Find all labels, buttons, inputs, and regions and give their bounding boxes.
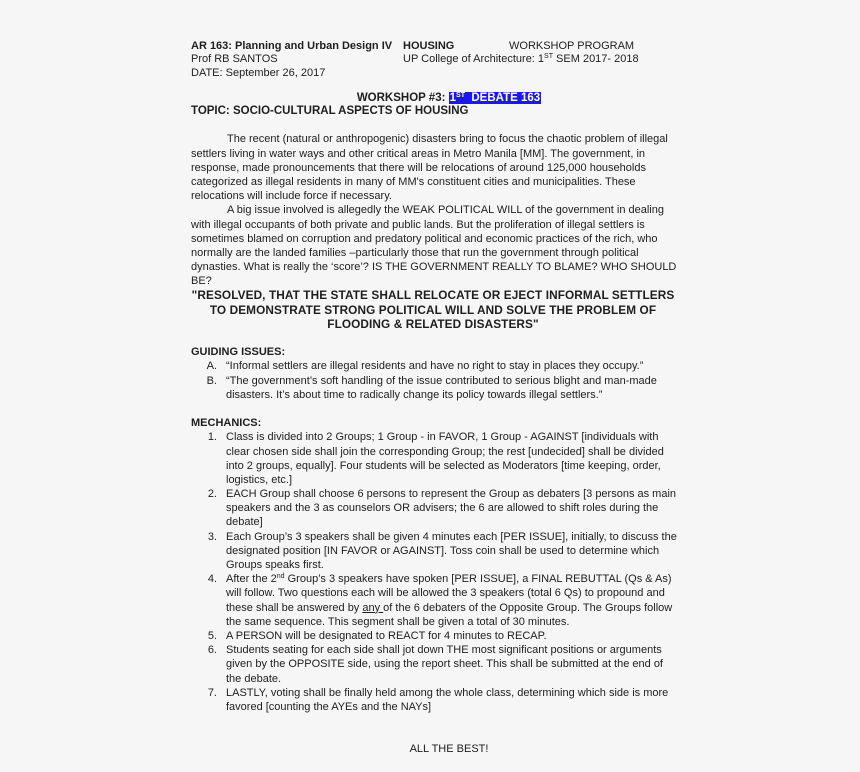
text: After the 2 — [226, 573, 277, 586]
paragraph-line: categorized as illegal residents in many of MM's constituent cities and municipalities. These — [191, 175, 636, 188]
item-line — [226, 601, 691, 615]
item-line: Each Group’s 3 speakers shall be given 4 minutes each [PER ISSUE], initially, to discuss the — [226, 530, 677, 543]
resolution — [191, 288, 675, 331]
mechanics-item-1 — [191, 430, 691, 487]
paragraph-line: sometimes blamed on corruption and predatory political and economic practices of the rich, who — [191, 232, 658, 245]
item-line: LASTLY, voting shall be finally held among the whole class, determining which side is more — [226, 686, 669, 699]
item-line: speakers and the 3 as counselors OR advisers; the 6 are allowed to shift roles during the — [226, 502, 659, 515]
mechanics-item-6 — [191, 643, 691, 686]
mechanics-item-3 — [191, 530, 691, 573]
paragraph-line: response, made pronouncements that there will be relocations of around 125,000 households — [191, 161, 646, 174]
item-label: 1. — [207, 431, 217, 444]
guiding-issues-heading: GUIDING ISSUES: — [191, 346, 286, 359]
title-prefix: WORKSHOP #3: — [356, 92, 449, 104]
title-num: 1 — [449, 92, 457, 104]
item-label: 3. — [207, 530, 217, 543]
item-label: 4. — [207, 573, 217, 586]
item-line: favored [counting the AYEs and the NAYs] — [226, 700, 432, 713]
topic: TOPIC: SOCIO-CULTURAL ASPECTS OF HOUSING — [191, 105, 469, 117]
item-label: B. — [206, 374, 217, 387]
closing: ALL THE BEST! — [409, 743, 489, 756]
item-line: Class is divided into 2 Groups; 1 Group - in FAVOR, 1 Group - AGAINST [individuals with — [226, 431, 659, 444]
item-line: clear chosen side shall join the corresponding Group; the rest [undecided] shall be divided — [226, 445, 664, 458]
text: of the 6 debaters of the Opposite Group. The Groups follow — [383, 601, 673, 614]
item-line: the debate. — [226, 672, 282, 685]
item-line: “Informal settlers are illegal residents and have no right to stay in places they occupy.” — [226, 360, 644, 373]
mechanics-item-2 — [191, 487, 691, 530]
item-label: 2. — [207, 488, 217, 501]
item-line: will follow. Two questions each will be allowed the 3 speakers (total 6 Qs) to propound and — [226, 587, 665, 600]
guiding-item-a — [191, 359, 691, 373]
item-line: into 2 groups, equally]. Four students will be selected as Moderators [time keeping, order, — [226, 459, 661, 472]
workshop-title — [191, 91, 707, 105]
underlined-text: any — [362, 601, 384, 614]
text: these shall be answered by — [226, 601, 363, 614]
date: DATE: September 26, 2017 — [191, 66, 326, 79]
paragraph-line: BE? — [191, 275, 212, 288]
college-prefix: UP College of Architecture: 1 — [403, 53, 545, 66]
text: Group’s 3 speakers have spoken [PER ISSUE], a FINAL REBUTTAL (Qs & As) — [284, 573, 672, 586]
college-sup: ST — [544, 53, 553, 61]
header-row-1 — [191, 40, 635, 53]
course-title: AR 163: Planning and Urban Design IV — [191, 40, 393, 52]
title-highlight — [449, 92, 542, 104]
item-line: designated position [IN FAVOR or AGAINST]. Toss coin shall be used to determine which — [226, 544, 660, 557]
professor: Prof RB SANTOS — [191, 53, 278, 66]
title-sup: ST — [456, 92, 465, 99]
item-label: 5. — [207, 629, 217, 642]
item-line: Students seating for each side shall jot down THE most significant positions or arguments — [226, 644, 662, 657]
item-line — [226, 572, 691, 586]
paragraph-1 — [191, 132, 691, 203]
resolution-line: TO DEMONSTRATE STRONG POLITICAL WILL AND SOLVE THE PROBLEM OF — [209, 302, 657, 317]
header-row-2 — [191, 53, 639, 66]
item-line: disasters. It’s about time to radically change its policy towards illegal settlers.” — [226, 388, 603, 401]
item-line: logistics, etc.] — [226, 473, 293, 486]
mechanics-heading: MECHANICS: — [191, 417, 262, 430]
item-line: A PERSON will be designated to REACT for 4 minutes to RECAP. — [226, 629, 547, 642]
mechanics-item-7 — [191, 686, 691, 714]
superscript: nd — [276, 573, 285, 581]
college-suffix: SEM 2017- 2018 — [553, 53, 639, 66]
item-line: given by the OPPOSITE side, using the report sheet. This shall be submitted at the end of — [226, 658, 663, 671]
guiding-item-b — [191, 374, 691, 402]
paragraph-line: relocations will include force if necessary. — [191, 190, 392, 203]
title-rest: DEBATE 163 — [464, 92, 541, 104]
item-label: A. — [206, 360, 217, 373]
paragraph-line: settlers living in water ways and other critical areas in Metro Manila [MM]. The government, in — [191, 147, 646, 160]
subject: HOUSING — [403, 40, 455, 52]
paragraph-line: dynasties. What is really the ‘score’? IS THE GOVERNMENT REALLY TO BLAME? WHO SHOULD — [191, 261, 677, 274]
item-line: Groups speaks first. — [226, 559, 324, 571]
paragraph-line: A big issue involved is allegedly the WEAK POLITICAL WILL of the government in dealing — [227, 204, 664, 217]
paragraph-line: The recent (natural or anthropogenic) disasters bring to focus the chaotic problem of illegal — [227, 133, 668, 146]
paragraph-2 — [191, 203, 691, 288]
document-body — [191, 104, 691, 757]
item-line: the same sequence. This segment shall be given a total of 30 minutes. — [226, 615, 570, 628]
item-label: 6. — [207, 644, 217, 657]
item-line: EACH Group shall choose 6 persons to represent the Group as debaters [3 persons as main — [226, 488, 677, 501]
mechanics-item-4 — [191, 572, 691, 629]
mechanics-item-5 — [191, 629, 691, 643]
college — [403, 53, 639, 66]
mechanics-list — [191, 430, 691, 714]
item-line: “The government’s soft handling of the issue contributed to serious blight and man-made — [226, 374, 657, 387]
item-label: 7. — [207, 686, 217, 699]
program: WORKSHOP PROGRAM — [509, 40, 635, 52]
resolution-line: "RESOLVED, THAT THE STATE SHALL RELOCATE OR EJECT INFORMAL SETTLERS — [191, 288, 675, 303]
item-line: debate] — [226, 516, 263, 529]
resolution-line: FLOODING & RELATED DISASTERS" — [327, 316, 539, 331]
paragraph-line: with illegal occupants of both private and public lands. But the proliferation of illegal settlers is — [191, 218, 645, 231]
paragraph-line: normally are the landed families –particularly those that run the government through political — [191, 246, 639, 259]
document-header — [191, 40, 639, 80]
